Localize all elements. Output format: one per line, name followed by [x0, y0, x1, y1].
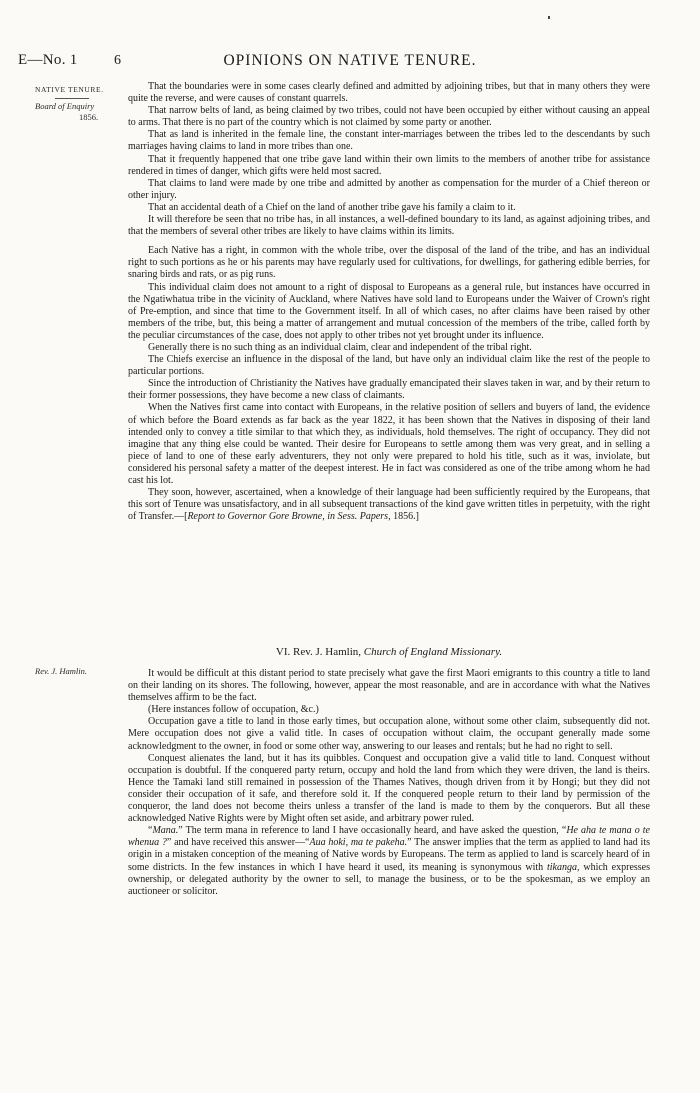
maori-answer: Aua hoki, ma te pakeha.: [309, 837, 408, 849]
paragraph: It would be difficult at this distant period to state precisely what gave the first Maori emigrants to this country a title to land on their landing on its shores. The following, however, appear the most reasonable, and are in accordance with what the Natives themselves affirm to be the fact.: [128, 668, 650, 704]
paragraph: When the Natives first came into contact with Europeans, in the relative position of sellers and buyers of land, the evidence of which before the Board extends as far back as the year 1822, it has been shown that the Natives in disposing of their land intended only to convey a title similar to that which they, as individuals, hold themselves. The right of occupancy. They did not imagine that any thing else could be wanted. Their desire for Europeans to settle among them was very great, and in selling a piece of land to one of these early adventurers, they not only were prepared to hold his title, such as it was, inviolate, but considered his personal safety a matter of the deepest interest. He in fact was considered as one of the tribe among whom he had cast his lot.: [128, 402, 650, 486]
paragraph-text: ” and have received this answer—“: [166, 837, 310, 849]
page-title: OPINIONS ON NATIVE TENURE.: [223, 52, 477, 69]
section-affiliation: Church of England Missionary.: [363, 646, 503, 658]
paragraph: That claims to land were made by one tribe and admitted by another as compensation for the murder of a Chief thereon or other injury.: [128, 177, 650, 201]
paragraph-mana: [128, 825, 650, 898]
paragraph-text: which expresses ownership, or delegated authority by the owner to sell, to manage the business, or to be the spokesman, as we employ an auctioneer or solicitor.: [128, 861, 650, 897]
paragraph-text: ” The term mana in reference to land I have occasionally heard, and have asked the question, “: [178, 825, 567, 837]
paragraph: That an accidental death of a Chief on the land of another tribe gave his family a claim to it.: [148, 201, 516, 213]
term-mana: Mana.: [152, 825, 179, 837]
paragraph-with-citation: [128, 487, 650, 523]
margin-note-board: [35, 84, 125, 123]
section-numeral: VI.: [275, 646, 291, 658]
paragraph: That as land is inherited in the female line, the constant inter-marriages between the tribes led to the descendants by such marriages having claims to land in more tribes than one.: [128, 129, 650, 153]
term-tikanga: tikanga,: [547, 861, 580, 873]
maori-question: He aha te mana o te whenua ?: [128, 825, 650, 849]
quote-mark: “: [148, 825, 153, 837]
paragraph: Occupation gave a title to land in those early times, but occupation alone, without some other claim, subsequently did not. Mere occupation does not give a valid title. In cases of occupation without claim, the occupant generally made some acknowledgment to the owner, in food or some other way, answering to our leases and rentals; but he had no right to sell.: [128, 716, 650, 752]
board-section: [128, 81, 650, 523]
paragraph: The Chiefs exercise an influence in the disposal of the land, but have only an individual claim like the rest of the people to particular portions.: [128, 354, 650, 378]
section-heading: [128, 646, 650, 658]
section-author: Rev. J. Hamlin,: [293, 646, 362, 658]
paragraph: Conquest alienates the land, but it has its quibbles. Conquest and occupation give a valid title to land. Conquest without occupation is doubtful. If the conquered party return, occupy and hold the land from which they were driven, the land is theirs. Hence the Tamaki land still remained in possession of the Thames Natives, though driven from it by Hongi; but they did not consider their occupation of it safe, and therefore sold it. If the conquered people return to their land by permission of the conqueror, the land does not become theirs unless a transfer of the land is made to them by the conquerors. But all these acknowledged Native Rights were by Might often set aside, and arbitrary power ruled.: [128, 752, 650, 825]
paragraph-text: ” The answer implies that the term as applied to land had its origin in a mistaken conception of the meaning of Native words by Europeans. The term as applied to land is scarcely heard of in some districts. In the few instances in which I have heard it used, its meaning is synonymous with: [128, 837, 650, 873]
paragraph-text: They soon, however, ascertained, when a knowledge of their language had been sufficiently required by the Europeans, that this sort of Tenure was unsatisfactory, and in all subsequent transactions of the kind gave written titles in perpetuity, with the right of Transfer.—[: [128, 487, 650, 523]
margin-note-source: Board of Enquiry: [35, 101, 95, 111]
paragraph: Since the introduction of Christianity the Natives have gradually emancipated their slaves taken in war, and by their return to their former possessions, they have become a new class of claimants.: [128, 378, 650, 402]
document-label: E—No. 1: [18, 52, 78, 68]
paragraph: Generally there is no such thing as an individual claim, clear and independent of the tribal right.: [148, 341, 532, 353]
paragraph: (Here instances follow of occupation, &c.): [148, 704, 319, 716]
citation: Report to Governor Gore Browne, in Sess. Papers,: [187, 511, 391, 523]
paragraph: This individual claim does not amount to a right of disposal to Europeans as a general rule, but instances have occurred in the Ngatiwhatua tribe in the vicinity of Auckland, where Natives have sold land to Europeans under the Waiver of Crown's right of Pre-emption, and since that time to the Government itself. In all of which cases, no after claims have been raised by other members of the tribe, but, this being a matter of arrangement and mutual concession of the members of the tribe, called forth by the peculiar circumstances of the case, does not apply to other tribes not yet brought under its influence.: [128, 281, 650, 341]
page-speck: [548, 16, 550, 19]
page-header: [0, 52, 700, 74]
paragraph: It will therefore be seen that no tribe has, in all instances, a well-defined boundary to its land, as against adjoining tribes, and that the members of several other tribes are likely to have claims within its limits.: [128, 214, 650, 238]
margin-note-hamlin: Rev. J. Hamlin.: [35, 666, 88, 676]
paragraph: Each Native has a right, in common with the whole tribe, over the disposal of the land of the tribe, and has an individual right to such portions as he or his parents may have regularly used for cultivations, for dwellings, for gathering edible berries, for snaring birds and rats, or as pig runs.: [128, 245, 650, 281]
paragraph: That narrow belts of land, as being claimed by two tribes, could not have been occupied by either without causing an appeal to arms. That there is no part of the country which is not claimed by some party or another.: [128, 105, 650, 129]
hamlin-section: [128, 668, 650, 898]
paragraph: That it frequently happened that one tribe gave land within their own limits to the members of another tribe for assistance rendered in times of danger, which gifts were held most sacred.: [128, 153, 650, 177]
page-number: 6: [114, 53, 121, 68]
margin-note-divider: [55, 98, 89, 99]
citation-year: 1856.]: [390, 511, 419, 523]
margin-note-year: 1856.: [79, 112, 99, 122]
paragraph: That the boundaries were in some cases clearly defined and admitted by adjoining tribes, but that in many others they were quite the reverse, and were causes of constant quarrels.: [128, 81, 650, 105]
margin-note-subject: NATIVE TENURE.: [35, 85, 104, 94]
